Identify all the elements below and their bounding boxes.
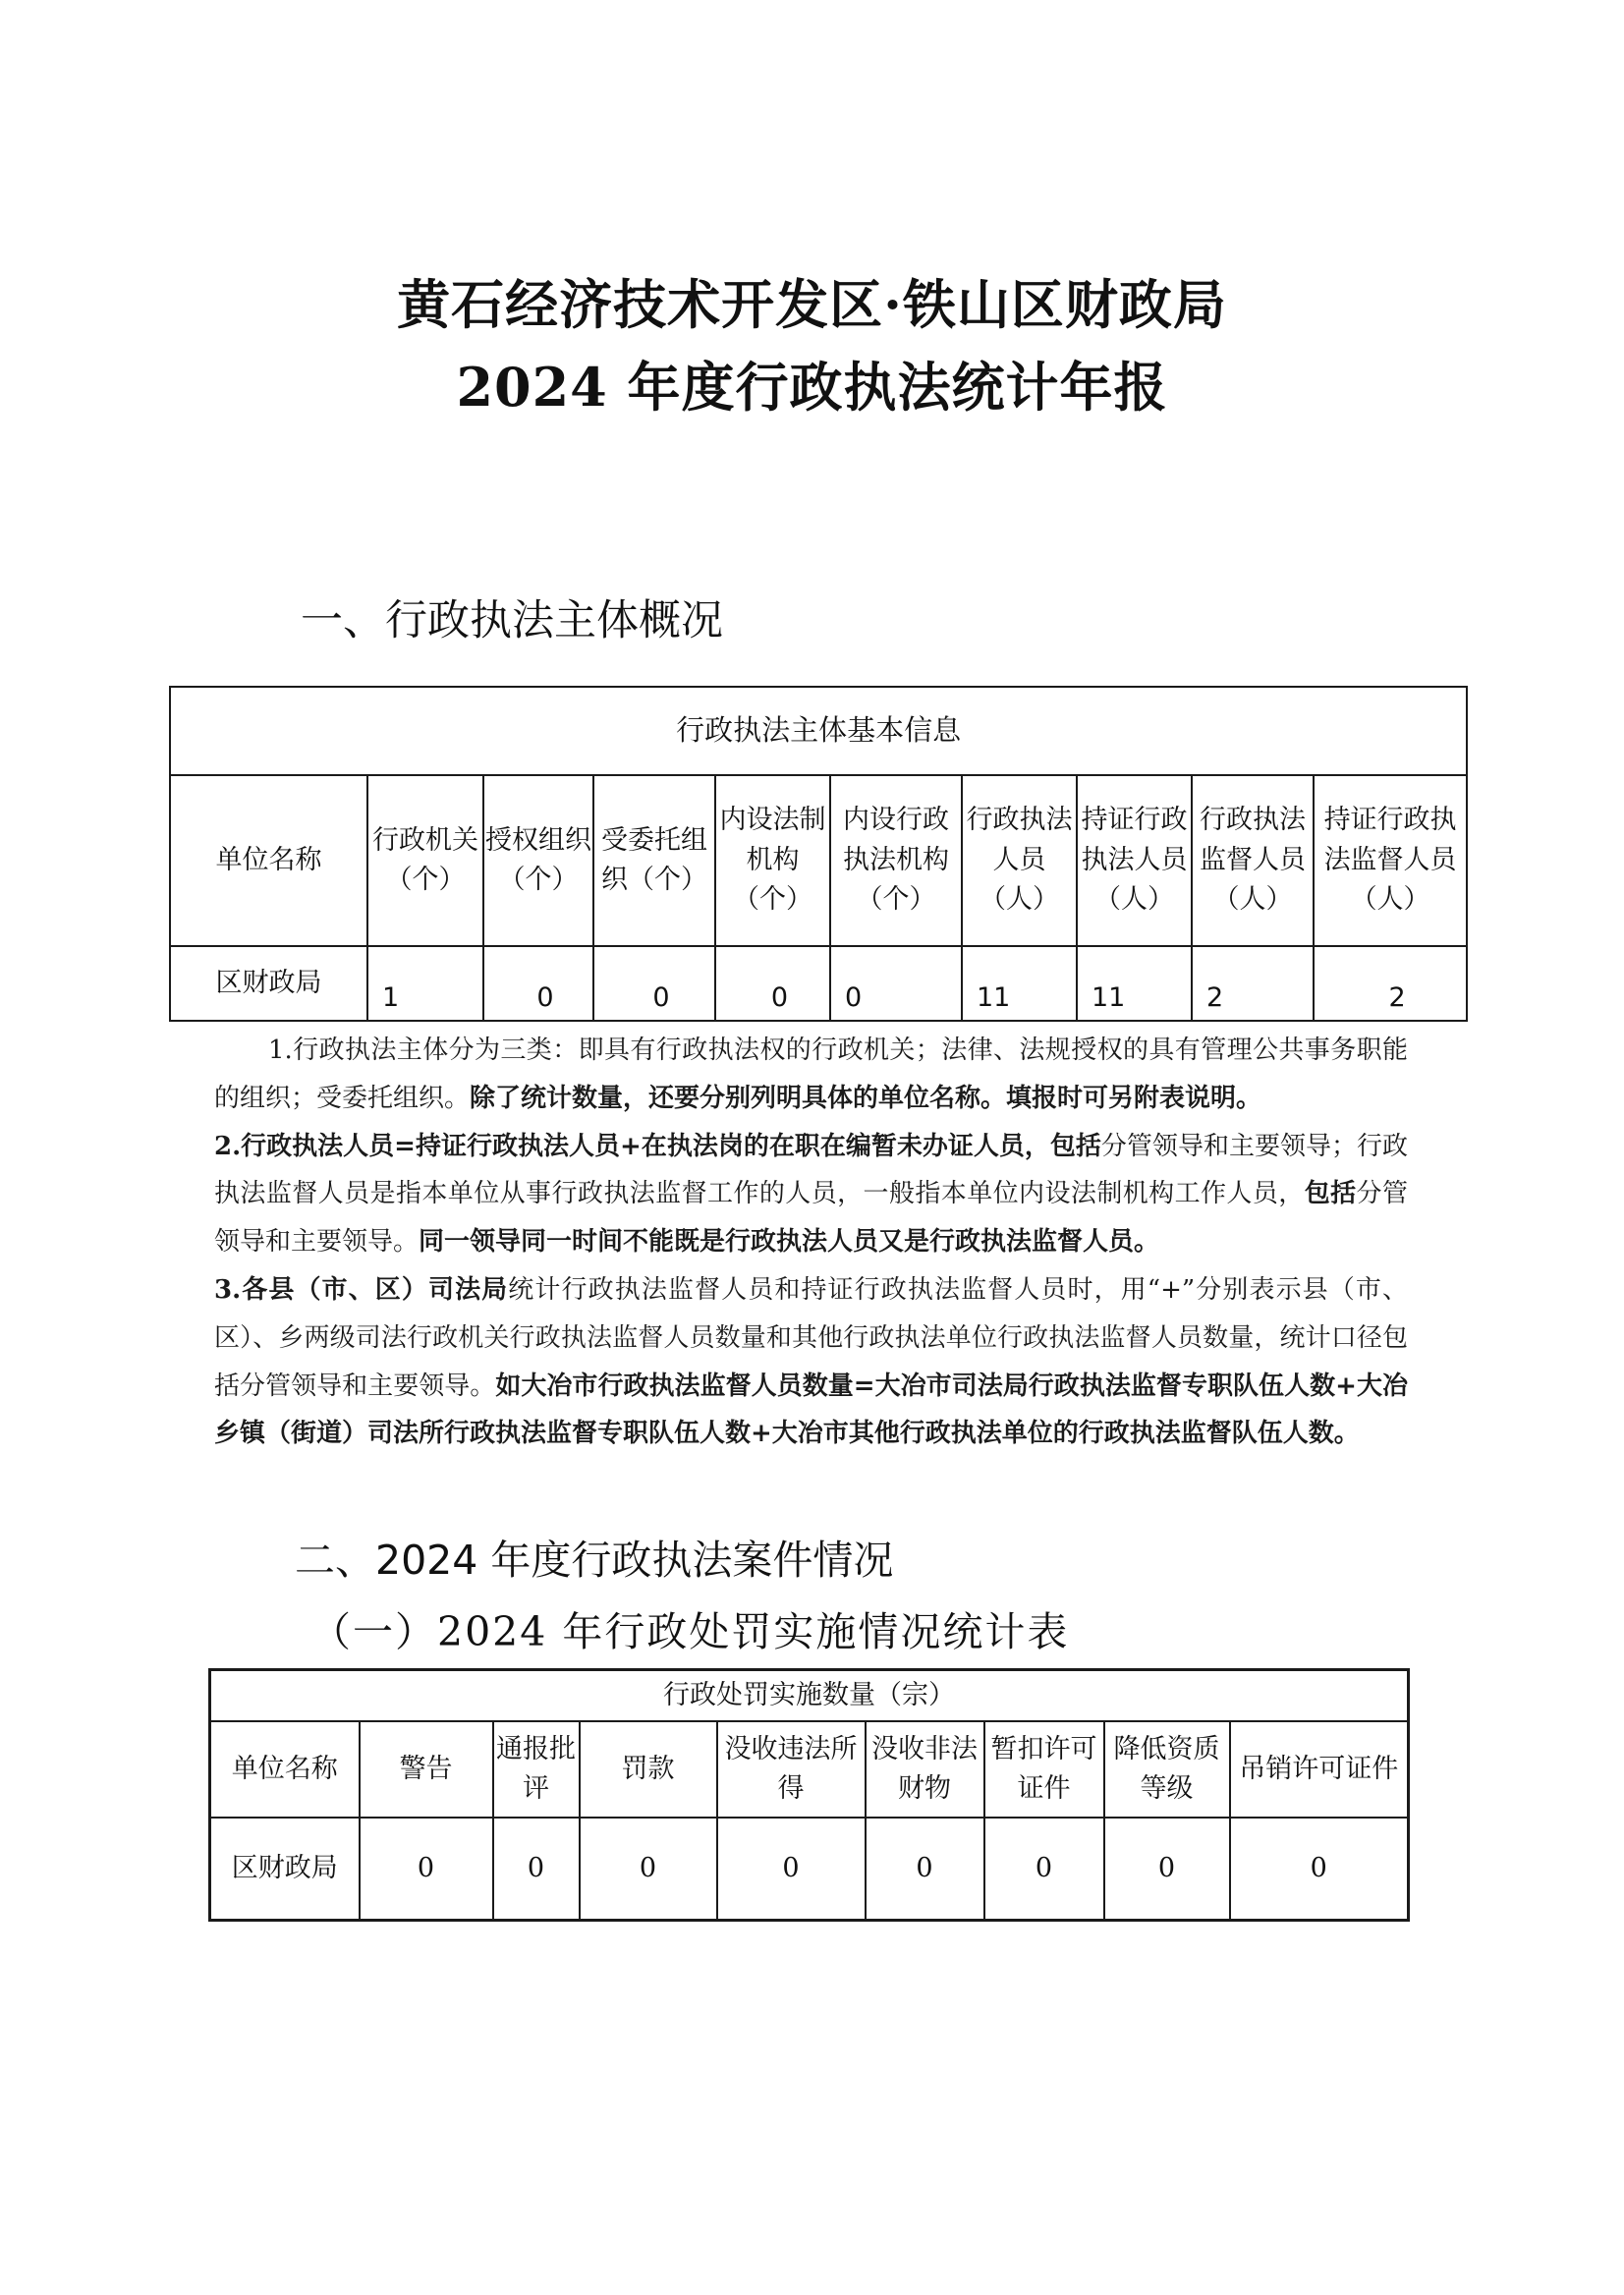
document-title-line1: 黄石经济技术开发区·铁山区财政局 <box>397 273 1227 336</box>
table1-cell: 2 <box>1314 946 1467 1021</box>
note-text-bold: 除了统计数量，还要分别列明具体的单位名称。填报时可另附表说明。 <box>470 1083 1262 1113</box>
table2-caption: 行政处罚实施数量（宗） <box>210 1670 1409 1722</box>
section2-heading: 二、2024 年度行政执法案件情况 <box>295 1537 894 1584</box>
table2-cell: 0 <box>866 1818 984 1921</box>
table1-header: 单位名称 <box>170 775 367 946</box>
note-text-bold: 同一领导同一时间不能既是行政执法人员又是行政执法监督人员。 <box>419 1227 1160 1258</box>
table2-header: 吊销许可证件 <box>1230 1721 1409 1818</box>
table1-cell: 11 <box>962 946 1077 1021</box>
table1-header: 持证行政执法监督人员（人） <box>1314 775 1467 946</box>
table1-cell: 0 <box>483 946 593 1021</box>
table2-cell: 0 <box>493 1818 580 1921</box>
table2-header: 没收违法所得 <box>717 1721 866 1818</box>
note-text-bold: 2.行政执法人员=持证行政执法人员+在执法岗的在职在编暂未办证人员，包括 <box>214 1131 1101 1161</box>
document-title-line2: 2024 年度行政执法统计年报 <box>456 356 1168 419</box>
table1-header: 授权组织（个） <box>483 775 593 946</box>
section2-subheading: （一）2024 年行政处罚实施情况统计表 <box>310 1608 1070 1655</box>
note-text-bold: 3.各县（市、区）司法局 <box>214 1274 509 1305</box>
table1-cell-unit: 区财政局 <box>170 946 367 1021</box>
table2-cell: 0 <box>360 1818 493 1921</box>
section1-heading: 一、行政执法主体概况 <box>301 596 723 645</box>
table1-caption: 行政执法主体基本信息 <box>170 687 1467 775</box>
table1-cell: 1 <box>367 946 483 1021</box>
note-text: 分管领导和主要领导。 <box>214 1179 1408 1258</box>
enforcement-subject-table <box>169 686 1468 1022</box>
note-text: 1.行政执法主体分为三类：即具有行政执法权的行政机关；法律、法规授权的具有管理公共事务职能的组织；受委托组织。 <box>214 1036 1408 1113</box>
table1-header: 内设法制机构（个） <box>715 775 830 946</box>
table2-cell: 0 <box>580 1818 717 1921</box>
table2-header: 降低资质等级 <box>1104 1721 1230 1818</box>
table1-header: 内设行政执法机构（个） <box>830 775 962 946</box>
table1-cell: 2 <box>1192 946 1314 1021</box>
note-text-bold: 如大冶市行政执法监督人员数量=大冶市司法局行政执法监督专职队伍人数+大冶乡镇（街道）司法所行政执法监督专职队伍人数+大冶市其他行政执法单位的行政执法监督队伍人数。 <box>214 1371 1408 1449</box>
table1-cell: 0 <box>830 946 962 1021</box>
note-text: 分管领导和主要领导；行政执法监督人员是指本单位从事行政执法监督工作的人员，一般指本单位内设法制机构工作人员， <box>214 1131 1408 1209</box>
note-text-bold: 包括 <box>1304 1179 1357 1209</box>
table1-header: 行政执法人员（人） <box>962 775 1077 946</box>
table2-header: 警告 <box>360 1721 493 1818</box>
table2-header: 暂扣许可证件 <box>984 1721 1104 1818</box>
table2-header: 通报批评 <box>493 1721 580 1818</box>
table2-cell-unit: 区财政局 <box>210 1818 360 1921</box>
table1-notes <box>214 1027 1408 1458</box>
table2-header: 单位名称 <box>210 1721 360 1818</box>
table1-header: 行政执法监督人员（人） <box>1192 775 1314 946</box>
table2-cell: 0 <box>1104 1818 1230 1921</box>
table2-header: 没收非法财物 <box>866 1721 984 1818</box>
table1-header: 受委托组织（个） <box>593 775 715 946</box>
note-text: 统计行政执法监督人员和持证行政执法监督人员时，用“+”分别表示县（市、区）、乡两级司法行政机关行政执法监督人员数量和其他行政执法单位行政执法监督人员数量，统计口径包括分管领导和主要领导。 <box>214 1274 1408 1401</box>
table2-cell: 0 <box>717 1818 866 1921</box>
table1-header: 持证行政执法人员（人） <box>1077 775 1192 946</box>
administrative-penalty-table <box>208 1668 1410 1922</box>
table1-cell: 0 <box>715 946 830 1021</box>
table2-header: 罚款 <box>580 1721 717 1818</box>
table2-cell: 0 <box>984 1818 1104 1921</box>
table2-cell: 0 <box>1230 1818 1409 1921</box>
table1-cell: 11 <box>1077 946 1192 1021</box>
table1-cell: 0 <box>593 946 715 1021</box>
table1-header: 行政机关（个） <box>367 775 483 946</box>
